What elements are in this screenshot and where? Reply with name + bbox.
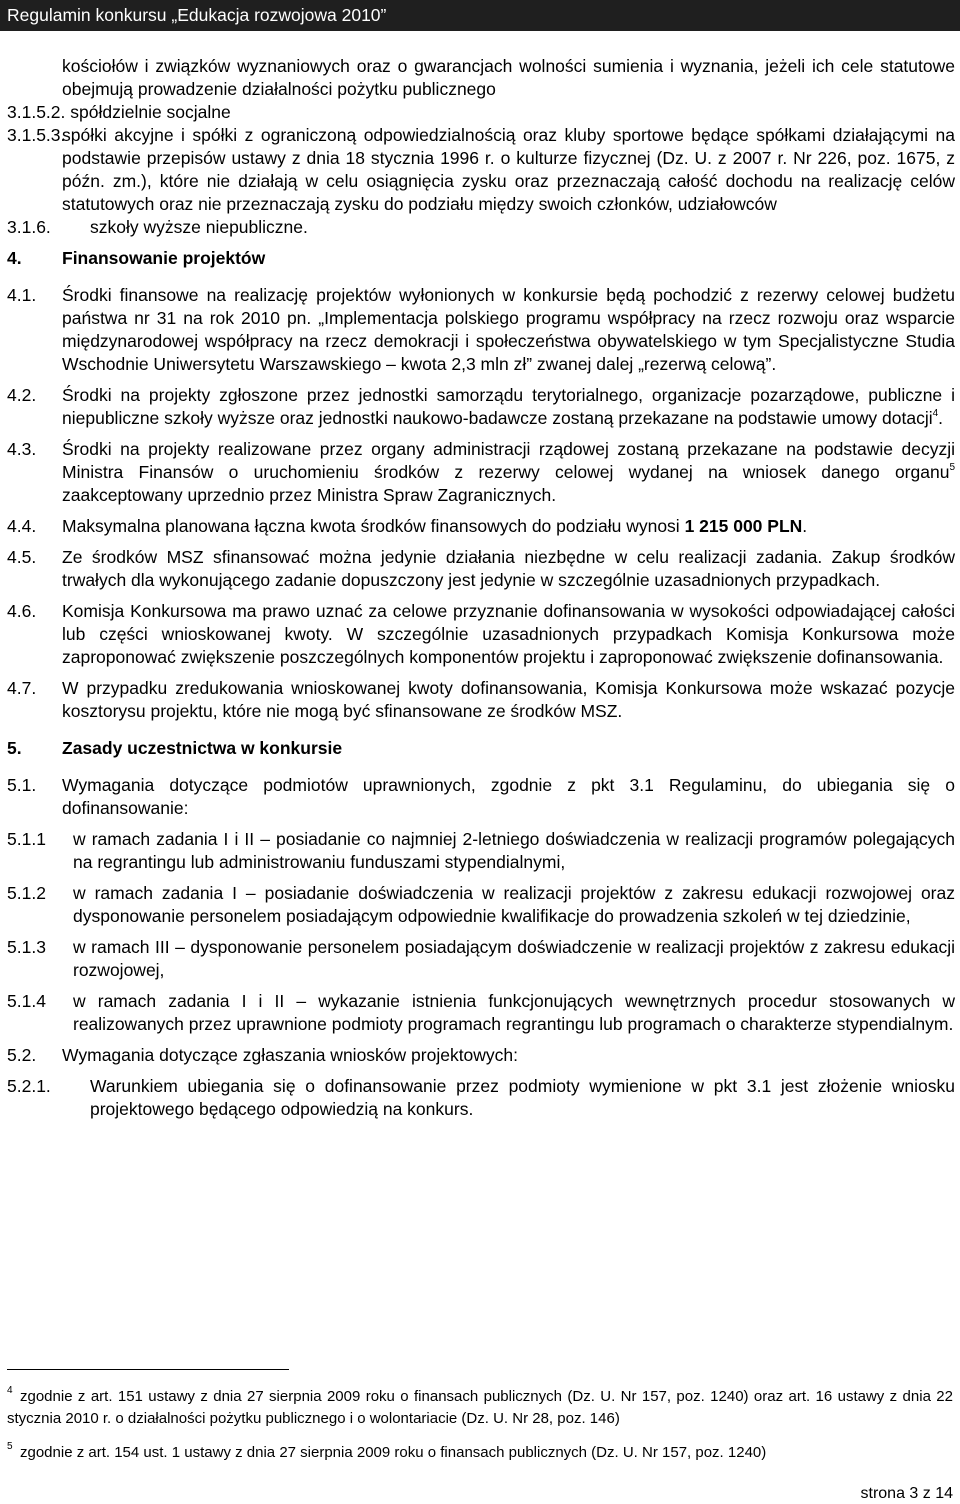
footnotes (7, 1386, 953, 1464)
list-item-5-1-1 (7, 828, 955, 874)
footnote-text: zgodnie z art. 151 ustawy z dnia 27 sierpnia 2009 roku o finansach publicznych (Dz. U. Nr 157, poz. 1240) oraz art. 16 ustawy z dnia 22 stycznia 2010 r. o działalności pożytku publicznego i o wolontariacie (Dz. U. Nr 28, poz. 146) (7, 1388, 953, 1427)
list-item-text: W przypadku zredukowania wnioskowanej kwoty dofinansowania, Komisja Konkursowa może wskazać pozycje kosztorysu projektu, które nie mogą być sfinansowane ze środków MSZ. (62, 678, 955, 721)
list-item-text: w ramach III – dysponowanie personelem posiadającym doświadczenie w realizacji projektów z zakresu edukacji rozwojowej, (73, 937, 955, 980)
footnote (7, 1442, 953, 1464)
list-item-number: 5.1.3 (7, 937, 46, 957)
list-item-number: 3.1.6. (7, 217, 51, 237)
list-item-text: w ramach zadania I i II – posiadanie co najmniej 2-letniego doświadczenia w realizacji programów polegających na regrantingu lub administrowaniu funduszami stypendialnymi, (73, 829, 955, 872)
list-item-5-2-1 (7, 1075, 955, 1121)
section-number: 4. (7, 248, 22, 268)
paragraph-text: kościołów i związków wyznaniowych oraz o gwarancjach wolności sumienia i wyznania, jeżeli ich cele statutowe obejmują prowadzenie działalności pożytku publicznego (62, 56, 955, 99)
list-item-text: Ze środków MSZ sfinansować można jedynie działania niezbędne w celu realizacji zadania. Zakup środków trwałych dla wykonującego zadanie dopuszczony jest jedynie w szczególnie uzasadnionych przypadkach. (62, 547, 955, 590)
list-item-5-1-4 (7, 990, 955, 1036)
list-item-number: 5.1.4 (7, 991, 46, 1011)
list-item-number: 5.1.1 (7, 829, 46, 849)
list-item-4-3 (7, 438, 955, 507)
list-item-text: Środki finansowe na realizację projektów wyłonionych w konkursie będą pochodzić z rezerwy celowej budżetu państwa nr 31 na rok 2010 pn. „Implementacja polskiego programu współpracy na rzecz rozwoju oraz wsparcie międzynarodowej współpracy na rzecz demokracji i społeczeństwa obywatelskiego w tym Specjalistyczne Studia Wschodnie Uniwersytetu Warszawskiego – kwota 2,3 mln zł” zwanej dalej „rezerwą celową”. (62, 285, 955, 374)
list-item-number: 5.1. (7, 775, 37, 795)
list-item-number: 4.6. (7, 601, 37, 621)
list-item-number: 4.7. (7, 678, 37, 698)
list-item-number: 4.1. (7, 285, 37, 305)
section-title: Zasady uczestnictwa w konkursie (62, 738, 343, 758)
list-item-4-2 (7, 384, 955, 430)
list-item-text: spółki akcyjne i spółki z ograniczoną odpowiedzialnością oraz kluby sportowe będące spółkami działającymi na podstawie przepisów ustawy z dnia 18 stycznia 1996 r. o kulturze fizycznej (Dz. U. z 2007 r. Nr 226, poz. 1675, z późn. zm.), które nie działają w celu osiągnięcia zysku oraz przeznaczają całość dochodu na realizację celów statutowych oraz nie przeznaczają zysku do podziału między swoich członków, udziałowców (62, 125, 955, 214)
list-item-text: w ramach zadania I – posiadanie doświadczenia w realizacji projektów z zakresu edukacji rozwojowej oraz dysponowanie personelem posiadającym odpowiednie kwalifikacje do prowadzenia szkoleń w tej dziedzinie, (73, 883, 955, 926)
list-item-4-1 (7, 284, 955, 376)
list-item-text: Wymagania dotyczące podmiotów uprawnionych, zgodnie z pkt 3.1 Regulaminu, do ubiegania się o dofinansowanie: (62, 775, 955, 818)
list-item-number: 4.5. (7, 547, 37, 567)
list-item-4-4 (7, 515, 955, 538)
footnote-separator (7, 1369, 289, 1370)
list-item-number: 4.2. (7, 385, 37, 405)
funding-amount: 1 215 000 PLN (684, 516, 803, 536)
list-item-number: 4.4. (7, 516, 37, 536)
footnote-reference: 5 (949, 462, 955, 474)
footnote-mark: 5 (7, 1441, 13, 1452)
list-item-text: Wymagania dotyczące zgłaszania wniosków projektowych: (62, 1045, 519, 1065)
list-item-3-1-6 (7, 216, 955, 239)
list-item-4-6 (7, 600, 955, 669)
list-item-number: 3.1.5.3. (7, 125, 66, 145)
list-item-text: Komisja Konkursowa ma prawo uznać za celowe przyznanie dofinansowania w wysokości odpowiadającej całości lub części wnioskowanej kwoty. W szczególnie uzasadnionych przypadkach Komisja Konkursowa może zaproponować zwiększenie poszczególnych komponentów projektu i zaproponować zwiększenie dofinansowania. (62, 601, 955, 667)
paragraph-continuation (7, 55, 955, 101)
list-item-5-1-2 (7, 882, 955, 928)
page-number: strona 3 z 14 (860, 1485, 953, 1502)
footnote-reference: 4 (932, 408, 939, 420)
list-item-text: Warunkiem ubiegania się o dofinansowanie przez podmioty wymienione w pkt 3.1 jest złożenie wniosku projektowego będącego odpowiedzią na konkurs. (90, 1076, 955, 1119)
list-item-number: 5.2. (7, 1045, 37, 1065)
list-item-5-2 (7, 1044, 955, 1067)
list-item-5-1-3 (7, 936, 955, 982)
list-item-5-1 (7, 774, 955, 820)
list-item-4-7 (7, 677, 955, 723)
list-item-number: 5.1.2 (7, 883, 46, 903)
section-heading-5 (7, 737, 955, 760)
footnote-mark: 4 (7, 1385, 13, 1396)
list-item-text: Środki na projekty zgłoszone przez jednostki samorządu terytorialnego, organizacje pozarządowe, publiczne i niepubliczne szkoły wyższe oraz jednostki naukowo-badawcze zostaną przekazane na podstawie umowy dotacji$^4$. (62, 385, 955, 428)
document-body (7, 55, 955, 1121)
section-heading-4 (7, 247, 955, 270)
section-title: Finansowanie projektów (62, 248, 266, 268)
list-item-number: 5.2.1. (7, 1076, 51, 1096)
list-item-text: Maksymalna planowana łączna kwota środków finansowych do podziału wynosi 1 215 000 PLN. (62, 516, 808, 536)
page-header (0, 0, 960, 31)
list-item-text: Środki na projekty realizowane przez organy administracji rządowej zostaną przekazane na podstawie decyzji Ministra Finansów o uruchomieniu środków z rezerwy celowej wydanej na wniosek danego organu$^5$ zaakceptowany uprzednio przez Ministra Spraw Zagranicznych. (62, 439, 955, 505)
footnote (7, 1386, 953, 1430)
list-item-number: 4.3. (7, 439, 37, 459)
list-item-text: 3.1.5.2. spółdzielnie socjalne (7, 102, 231, 122)
list-item-text: w ramach zadania I i II – wykazanie istnienia funkcjonujących wewnętrznych procedur stosowanych w realizowanych przez uprawnione podmioty programach regrantingu lub programach o charakterze stypendialnym. (73, 991, 955, 1034)
document-title: Regulamin konkursu „Edukacja rozwojowa 2010” (7, 5, 387, 25)
footnote-text: zgodnie z art. 154 ust. 1 ustawy z dnia 27 sierpnia 2009 roku o finansach publicznych (Dz. U. Nr 157, poz. 1240) (20, 1444, 767, 1461)
list-item-text: szkoły wyższe niepubliczne. (90, 217, 308, 237)
list-item-3-1-5-2 (7, 101, 955, 124)
section-number: 5. (7, 738, 22, 758)
list-item-3-1-5-3 (7, 124, 955, 216)
list-item-4-5 (7, 546, 955, 592)
